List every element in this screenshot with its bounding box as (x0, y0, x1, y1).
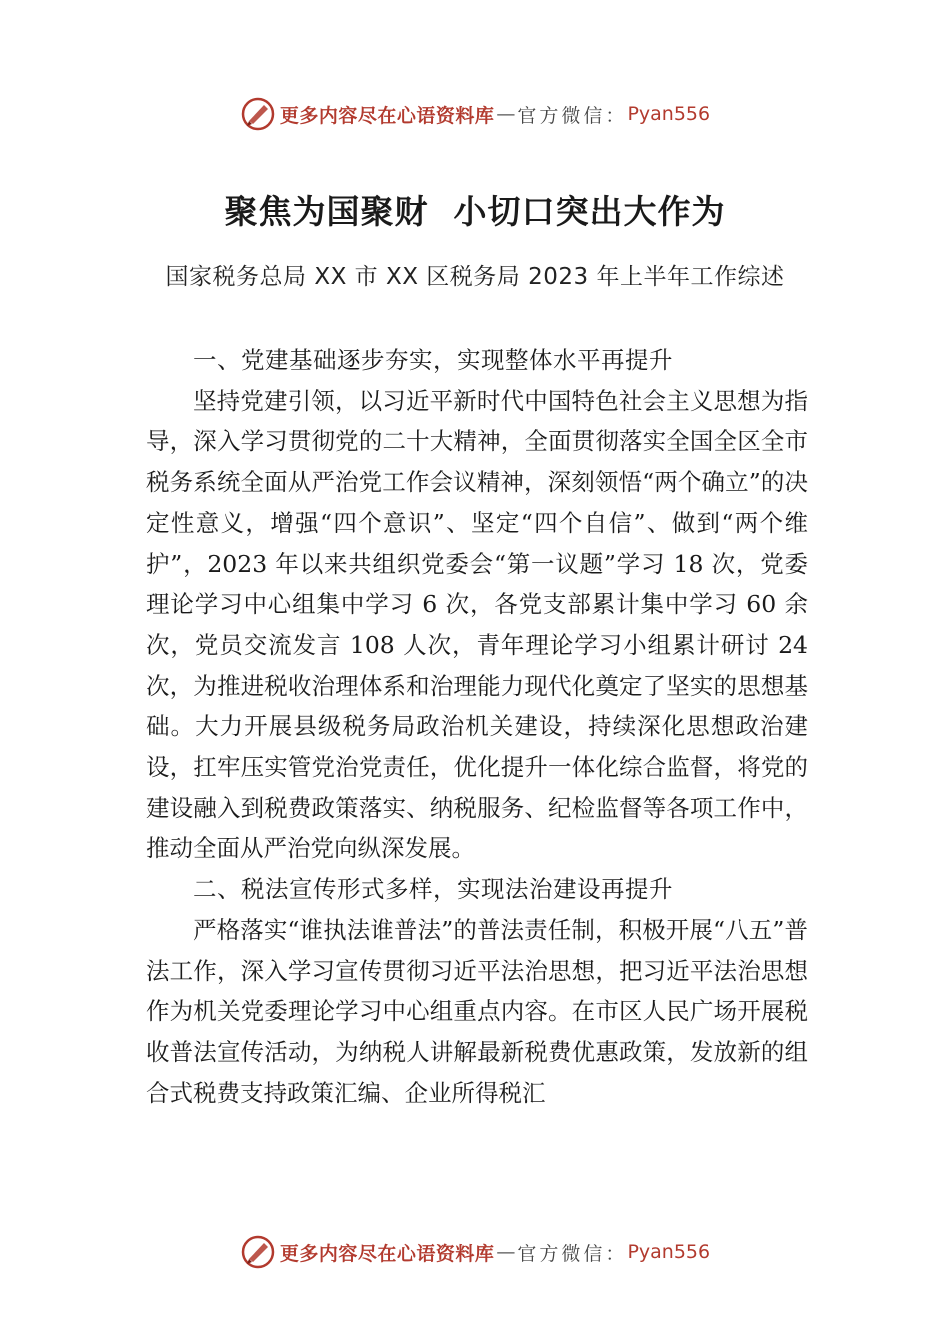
footer-watermark-banner (0, 1232, 950, 1272)
banner-main-text: 更多内容尽在心语资料库 (279, 104, 495, 127)
pen-seal-logo-icon (240, 1234, 276, 1270)
header-watermark-banner (0, 94, 950, 134)
document-title: 聚焦为国聚财 小切口突出大作为 (224, 192, 726, 231)
banner-separator: — (496, 1241, 516, 1263)
section-paragraph: 严格落实“谁执法谁普法”的普法责任制，积极开展“八五”普法工作，深入学习宣传贯彻习近平法治思想，把习近平法治思想作为机关党委理论学习中心组重点内容。在市区人民广场开展税收普法宣传活动，为纳税人讲解最新税费优惠政策，发放新的组合式税费支持政策汇编、企业所得税汇 (146, 915, 808, 1107)
banner-main-text: 更多内容尽在心语资料库 (279, 1242, 495, 1265)
banner-wechat-id: Pyan556 (627, 1241, 711, 1263)
section-heading: 二、税法宣传形式多样，实现法治建设再提升 (193, 875, 673, 904)
section-heading: 一、党建基础逐步夯实，实现整体水平再提升 (193, 346, 673, 374)
document-body (146, 340, 808, 1113)
pen-seal-logo-icon (240, 96, 276, 132)
document-subtitle: 国家税务总局 XX 市 XX 区税务局 2023 年上半年工作综述 (165, 264, 785, 290)
banner-separator: — (496, 103, 516, 125)
banner-wechat-label: 官方微信： (517, 104, 628, 127)
section-paragraph: 坚持党建引领，以习近平新时代中国特色社会主义思想为指导，深入学习贯彻党的二十大精神，全面贯彻落实全国全区全市税务系统全面从严治党工作会议精神，深刻领悟“两个确立”的决定性意义，增强“四个意识”、坚定“四个自信”、做到“两个维护”，2023 年以来共组织党委会“第一议题”学习 18 次，党委理论学习中心组集中学习 6 次，各党支部累计集中学习 60 余次，党员交流发言 108 人次，青年理论学习小组累计研讨 24 次，为推进税收治理体系和治理能力现代化奠定了坚实的思想基础。大力开展县级税务局政治机关建设，持续深化思想政治建设，扛牢压实管党治党责任，优化提升一体化综合监督，将党的建设融入到税费政策落实、纳税服务、纪检监督等各项工作中，推动全面从严治党向纵深发展。 (146, 386, 808, 863)
banner-wechat-id: Pyan556 (627, 103, 711, 125)
banner-wechat-label: 官方微信： (517, 1242, 628, 1265)
